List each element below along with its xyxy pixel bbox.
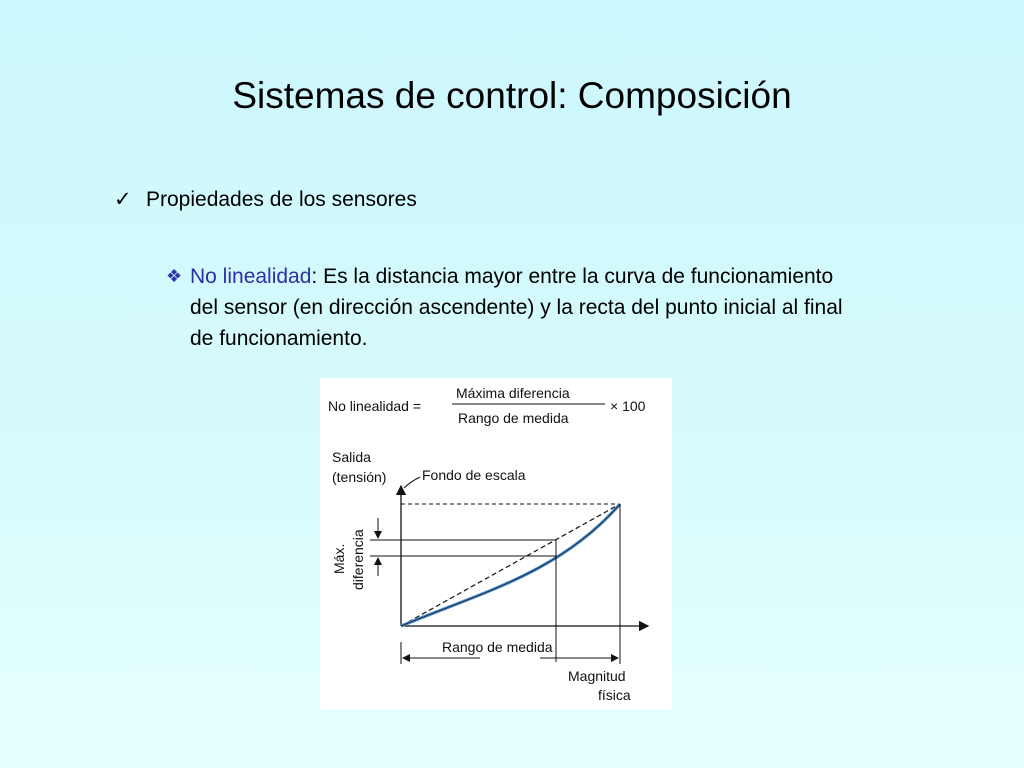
term-no-linealidad: No linealidad — [190, 265, 312, 288]
fondo-escala-pointer — [404, 477, 420, 488]
max-diff-label-line2: diferencia — [350, 529, 366, 590]
formula-lhs: No linealidad = — [328, 398, 422, 414]
checkmark-icon: ✓ — [114, 188, 132, 211]
y-axis-label-line1: Salida — [332, 449, 371, 465]
ideal-straight-line — [401, 504, 620, 626]
x-axis-label-line1: Magnitud — [568, 668, 626, 684]
bullet-propiedades — [114, 186, 417, 214]
slide-title: Sistemas de control: Composición — [232, 75, 792, 116]
definition-paragraph — [190, 261, 866, 354]
bullet-no-linealidad — [166, 261, 866, 354]
bullet-propiedades-text: Propiedades de los sensores — [146, 188, 417, 211]
formula-denominator: Rango de medida — [458, 410, 569, 426]
nonlinearity-diagram — [320, 378, 672, 710]
diamond-bullet-icon: ❖ — [166, 266, 183, 286]
y-axis-label-line2: (tensión) — [332, 469, 387, 485]
x-axis-label-line2: física — [598, 687, 631, 703]
fondo-escala-label: Fondo de escala — [422, 467, 526, 483]
formula-numerator: Máxima diferencia — [456, 385, 570, 401]
definition-text: : Es la distancia mayor entre la curva de funcionamiento del sensor (en dirección ascendente) y la recta del punto inicial al final de funcionamiento. — [190, 265, 843, 350]
formula-multiplier: × 100 — [610, 398, 646, 414]
rango-medida-label: Rango de medida — [442, 639, 553, 655]
max-diff-label-line1: Máx. — [331, 543, 347, 574]
nonlinearity-figure — [320, 378, 672, 710]
